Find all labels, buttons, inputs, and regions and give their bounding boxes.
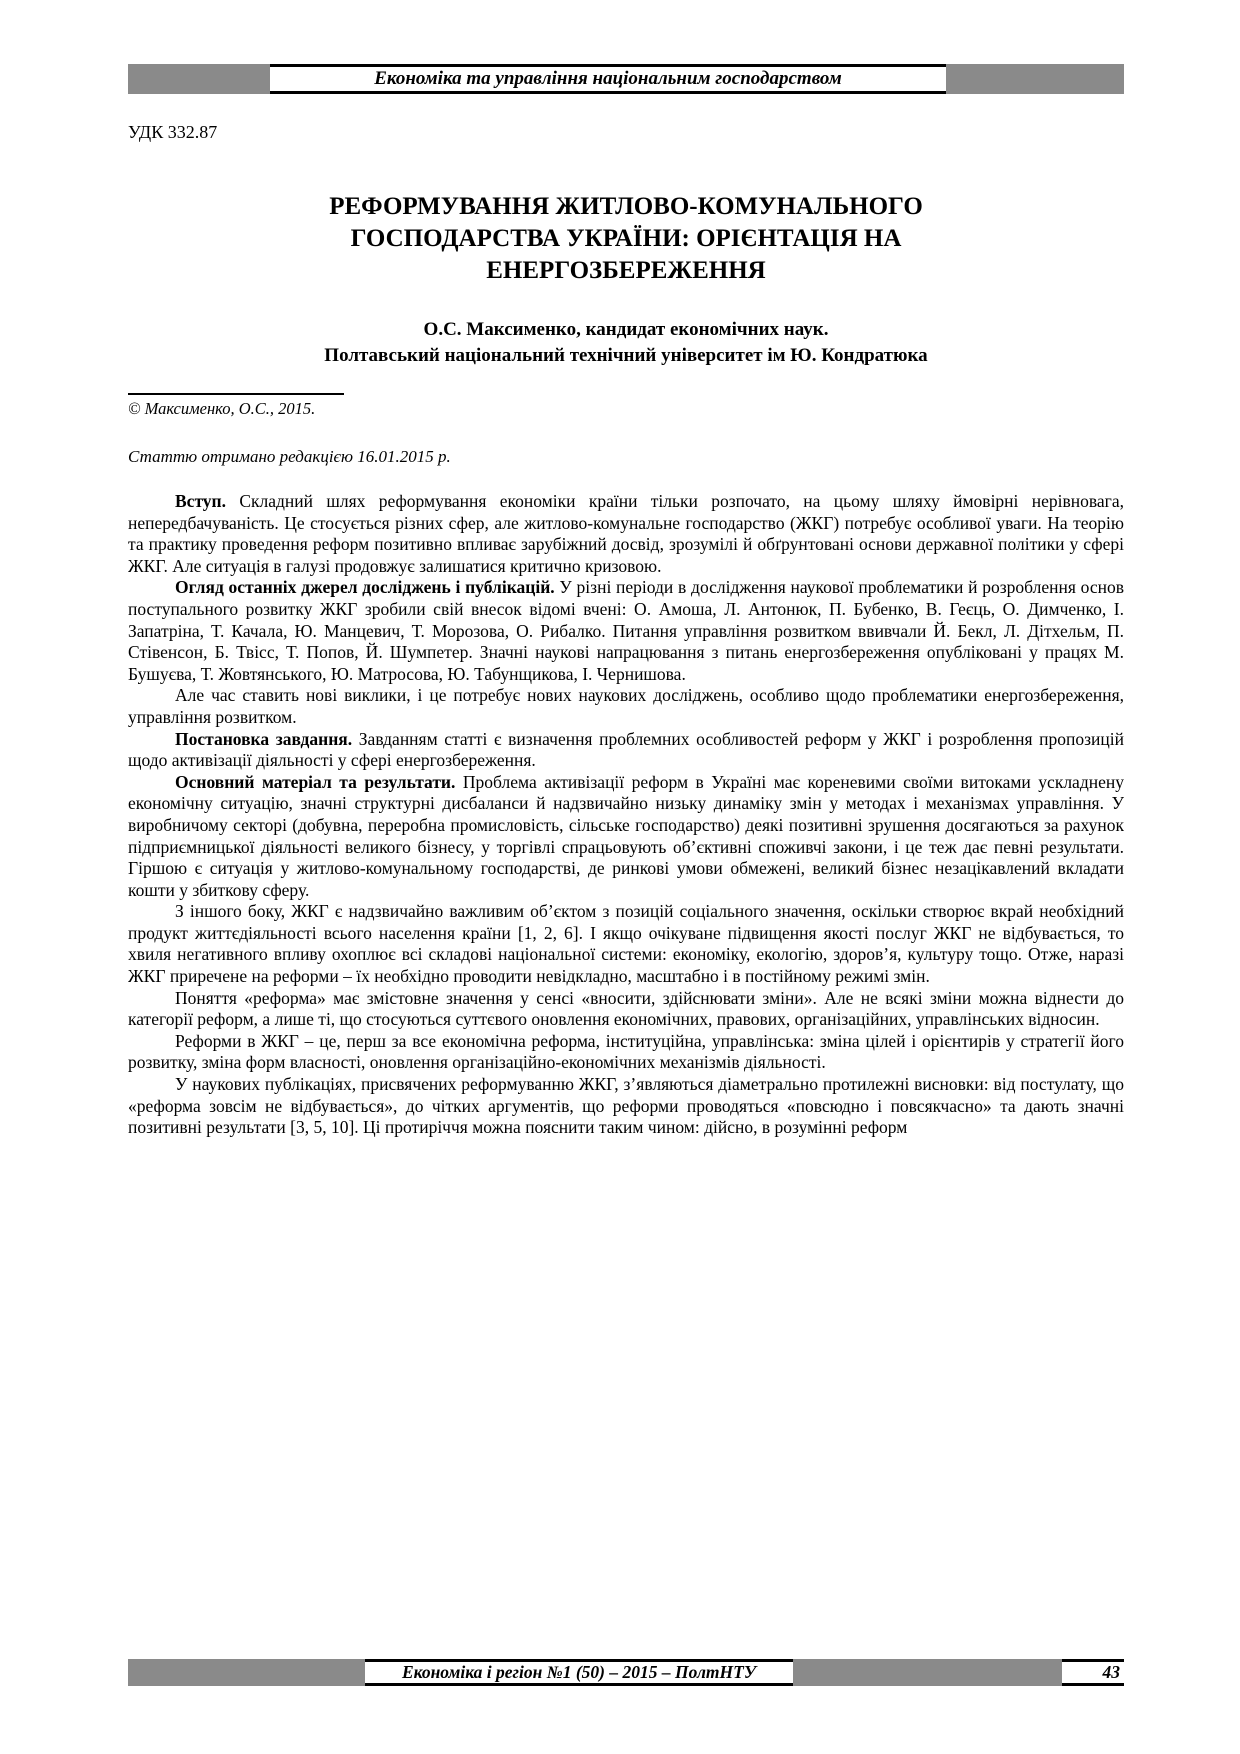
- header-gray-bar-right: [946, 64, 1124, 94]
- paragraph-text: У наукових публікаціях, присвячених реформуванню ЖКГ, з’являються діаметрально протилежні висновки: від постулату, що «реформа зовсім не відбувається», до чітких аргументів, що реформи проводяться «повсюдно і повсякчасно» та дають значні позитивні результати [3, 5, 10]. Ці протиріччя можна пояснити таким чином: дійсно, в розумінні реформ: [128, 1074, 1124, 1138]
- paragraph-lead: Постановка завдання.: [175, 728, 353, 749]
- paragraph: [128, 1031, 1124, 1074]
- paragraph-lead: Огляд останніх джерел досліджень і публікацій.: [175, 577, 555, 598]
- header-gray-bar-left: [128, 64, 270, 94]
- page-footer-banner: [128, 1659, 1124, 1686]
- footer-gray-bar-left: [128, 1659, 365, 1686]
- received-date-line: Статтю отримано редакцією 16.01.2015 р.: [128, 447, 451, 466]
- paragraph-text: Завданням статті є визначення проблемних особливостей реформ у ЖКГ і розроблення пропозицій щодо активізації діяльності у сфері енергозбереження.: [128, 728, 1125, 771]
- paragraph-text: З іншого боку, ЖКГ є надзвичайно важливим об’єктом з позицій соціального значення, оскільки створює вкрай необхідний продукт життєдіяльності всього населення країни [1, 2, 6]. І якщо очікуване підвищення якості послуг ЖКГ не відбувається, то хвиля негативного впливу охоплює всі складові національної системи: економіку, екологію, здоров’я, культуру тощо. Отже, наразі ЖКГ приречене на реформи – їх необхідно проводити невідкладно, масштабно і в постійному режимі змін.: [128, 901, 1124, 987]
- paragraph: [128, 772, 1124, 902]
- section-title: Економіка та управління національним господарством: [270, 64, 946, 94]
- paragraph: [128, 1074, 1124, 1139]
- page-header-banner: [128, 64, 1124, 94]
- paragraph-text: Проблема активізації реформ в Україні має кореневими своїми витоками ускладнену економічну ситуацію, значні структурні дисбаланси й надзвичайно низьку динаміку змін у методах і механізмах управління. У виробничому секторі (добувна, переробна промисловість, сільське господарство) деякі позитивні зрушення досягаються за рахунок підприємницької діяльності великого бізнесу, у торгівлі спрацьовують об’єктивні споживчі закони, і це теж дає певні результати. Гіршою є ситуація у житлово-комунальному господарстві, де ринкові умови обмежені, великий бізнес незацікавлений вкладати кошти у збиткову сферу.: [128, 771, 1124, 900]
- article-title: [128, 191, 1124, 287]
- paragraph-text: Але час ставить нові виклики, і це потребує нових наукових досліджень, особливо щодо проблематики енергозбереження, управління розвитком.: [128, 685, 1124, 727]
- page-number: 43: [1062, 1659, 1124, 1686]
- article-title-line-1: РЕФОРМУВАННЯ ЖИТЛОВО-КОМУНАЛЬНОГО: [329, 193, 923, 220]
- udc-code: УДК 332.87: [128, 122, 218, 142]
- paragraph: [128, 988, 1124, 1031]
- article-body: [128, 491, 1124, 1139]
- paragraph: [128, 729, 1124, 772]
- footnote-rule: [128, 393, 344, 395]
- article-title-line-2: ГОСПОДАРСТВА УКРАЇНИ: ОРІЄНТАЦІЯ НА: [350, 225, 902, 252]
- paragraph-lead: Основний матеріал та результати.: [175, 771, 456, 792]
- paragraph: [128, 901, 1124, 987]
- paragraph: [128, 491, 1124, 577]
- journal-title: Економіка і регіон №1 (50) – 2015 – ПолтНТУ: [365, 1659, 793, 1686]
- paragraph-text: У різні періоди в дослідження наукової проблематики й розроблення основ поступального розвитку ЖКГ зробили свій внесок відомі вчені: О. Амоша, Л. Антонюк, П. Бубенко, В. Геєць, О. Димченко, І. Запатріна, Т. Качала, Ю. Манцевич, Т. Морозова, О. Рибалко. Питання управління розвитком ввивчали Й. Бекл, Л. Дітхельм, П. Стівенсон, Б. Твісс, Т. Попов, Й. Шумпетер. Значні наукові напрацювання з питань енергозбереження опубліковані у працях М. Бушуєва, Т. Жовтянського, Ю. Матросова, Ю. Табунщикова, І. Чернишова.: [128, 577, 1124, 684]
- paragraph-text: Складний шлях реформування економіки країни тільки розпочато, на цьому шляху ймовірні нерівновага, непередбачуваність. Це стосується різних сфер, але житлово-комунальне господарство (ЖКГ) потребує особливої уваги. На теорію та практику проведення реформ позитивно впливає зарубіжний досвід, зрозумілі й обґрунтовані основи державної політики у сфері ЖКГ. Але ситуація в галузі продовжує залишатися критично кризовою.: [128, 491, 1124, 576]
- paragraph-text: Поняття «реформа» має змістовне значення у сенсі «вносити, здійснювати зміни». Але не всякі зміни можна віднести до категорії реформ, а лише ті, що стосуються суттєвого оновлення економічних, правових, організаційних, управлінських відносин.: [128, 987, 1124, 1030]
- author-name: О.С. Максименко, кандидат економічних наук.: [423, 319, 829, 340]
- paragraph-lead: Вступ.: [175, 491, 227, 511]
- paragraph: [128, 577, 1124, 685]
- footer-gray-bar-right: [793, 1659, 1062, 1686]
- paragraph-text: Реформи в ЖКГ – це, перш за все економічна реформа, інституційна, управлінська: зміна цілей і орієнтирів у стратегії його розвитку, зміна форм власності, оновлення організаційно-економічних механізмів діяльності.: [128, 1030, 1124, 1073]
- author-affiliation: Полтавський національний технічний університет ім Ю. Кондратюка: [324, 345, 928, 366]
- paragraph: [128, 685, 1124, 728]
- article-title-line-3: ЕНЕРГОЗБЕРЕЖЕННЯ: [486, 257, 766, 284]
- copyright-line: © Максименко, О.С., 2015.: [128, 399, 316, 418]
- author-block: [128, 317, 1124, 369]
